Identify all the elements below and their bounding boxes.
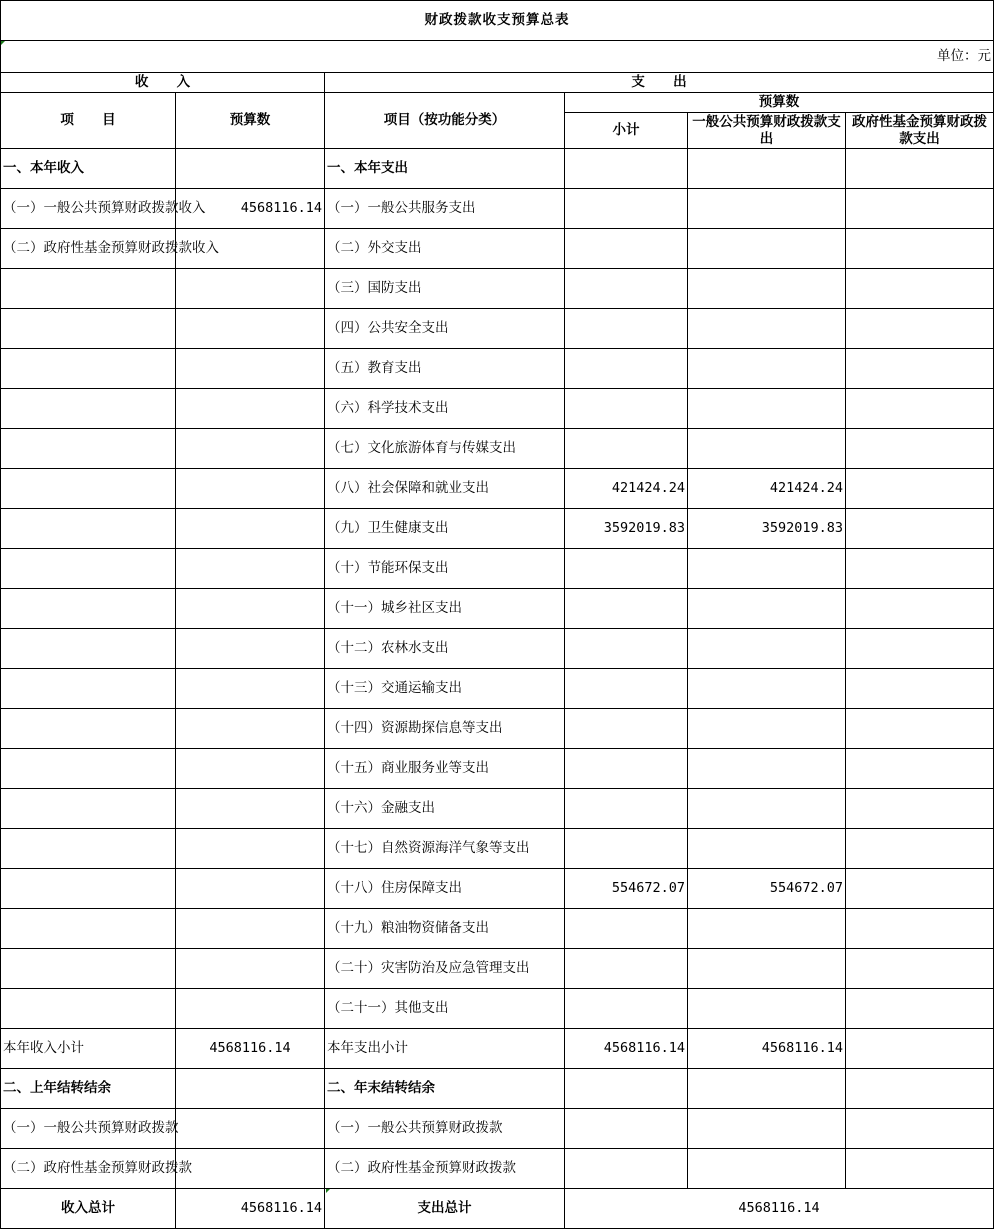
gov-fund-cell bbox=[846, 789, 994, 829]
table-row bbox=[1, 749, 994, 789]
func-item-header: 项目（按功能分类） bbox=[325, 93, 565, 149]
general-public-cell bbox=[688, 389, 846, 429]
expense-item-cell: （五）教育支出 bbox=[325, 349, 565, 389]
table-row bbox=[1, 1109, 994, 1149]
income-budget-cell bbox=[176, 829, 325, 869]
income-budget-cell bbox=[176, 989, 325, 1029]
income-budget-cell bbox=[176, 389, 325, 429]
subtotal-cell bbox=[565, 589, 688, 629]
income-item-cell bbox=[1, 989, 176, 1029]
income-total-label: 收入总计 bbox=[1, 1189, 176, 1229]
gov-fund-cell bbox=[846, 749, 994, 789]
general-public-cell bbox=[688, 349, 846, 389]
gov-fund-cell bbox=[846, 629, 994, 669]
expense-item-cell: （十一）城乡社区支出 bbox=[325, 589, 565, 629]
income-budget-cell bbox=[176, 629, 325, 669]
expense-item-cell: （八）社会保障和就业支出 bbox=[325, 469, 565, 509]
income-item-cell bbox=[1, 789, 176, 829]
subtotal-cell bbox=[565, 1149, 688, 1189]
table-row bbox=[1, 949, 994, 989]
income-item-cell bbox=[1, 349, 176, 389]
general-public-cell: 3592019.83 bbox=[688, 509, 846, 549]
table-row bbox=[1, 869, 994, 909]
income-budget-cell bbox=[176, 309, 325, 349]
income-budget-cell bbox=[176, 1069, 325, 1109]
subtotal-cell bbox=[565, 429, 688, 469]
expense-item-cell: 本年支出小计 bbox=[325, 1029, 565, 1069]
income-item-cell bbox=[1, 549, 176, 589]
general-public-cell bbox=[688, 1109, 846, 1149]
income-budget-cell bbox=[176, 949, 325, 989]
subtotal-cell bbox=[565, 389, 688, 429]
expense-item-cell: （十四）资源勘探信息等支出 bbox=[325, 709, 565, 749]
expense-item-cell: （一）一般公共预算财政拨款 bbox=[325, 1109, 565, 1149]
income-budget-cell bbox=[176, 909, 325, 949]
gov-fund-header: 政府性基金预算财政拨款支出 bbox=[846, 113, 994, 149]
expense-item-cell: （二十一）其他支出 bbox=[325, 989, 565, 1029]
gov-fund-cell bbox=[846, 349, 994, 389]
table-row bbox=[1, 709, 994, 749]
income-item-cell: （一）一般公共预算财政拨款 bbox=[1, 1109, 176, 1149]
expense-item-cell: （二十）灾害防治及应急管理支出 bbox=[325, 949, 565, 989]
gov-fund-cell bbox=[846, 909, 994, 949]
gov-fund-cell bbox=[846, 1029, 994, 1069]
gov-fund-cell bbox=[846, 429, 994, 469]
subtotal-cell bbox=[565, 309, 688, 349]
expense-total-label: 支出总计 bbox=[325, 1189, 565, 1229]
expense-item-cell: （九）卫生健康支出 bbox=[325, 509, 565, 549]
gov-fund-cell bbox=[846, 269, 994, 309]
general-public-cell bbox=[688, 949, 846, 989]
table-row bbox=[1, 789, 994, 829]
general-public-cell bbox=[688, 789, 846, 829]
income-total-value: 4568116.14 bbox=[176, 1189, 325, 1229]
income-budget-cell bbox=[176, 429, 325, 469]
general-public-cell bbox=[688, 229, 846, 269]
subtotal-cell: 3592019.83 bbox=[565, 509, 688, 549]
expense-item-cell: （十七）自然资源海洋气象等支出 bbox=[325, 829, 565, 869]
income-item-cell: 一、本年收入 bbox=[1, 149, 176, 189]
expense-total-value: 4568116.14 bbox=[565, 1189, 994, 1229]
expense-item-cell: （十）节能环保支出 bbox=[325, 549, 565, 589]
income-item-cell bbox=[1, 709, 176, 749]
table-row bbox=[1, 669, 994, 709]
subtotal-cell bbox=[565, 789, 688, 829]
gov-fund-cell bbox=[846, 589, 994, 629]
income-item-cell bbox=[1, 909, 176, 949]
income-budget-cell bbox=[176, 509, 325, 549]
expense-item-cell: （十五）商业服务业等支出 bbox=[325, 749, 565, 789]
income-item-cell: 本年收入小计 bbox=[1, 1029, 176, 1069]
income-item-cell: （一）一般公共预算财政拨款收入 bbox=[1, 189, 176, 229]
expense-item-cell: （十三）交通运输支出 bbox=[325, 669, 565, 709]
gov-fund-cell bbox=[846, 1109, 994, 1149]
gov-fund-cell bbox=[846, 549, 994, 589]
subtotal-cell bbox=[565, 669, 688, 709]
gov-fund-cell bbox=[846, 509, 994, 549]
income-item-cell bbox=[1, 589, 176, 629]
general-public-cell bbox=[688, 1069, 846, 1109]
income-item-cell bbox=[1, 269, 176, 309]
expense-header: 支 出 bbox=[325, 73, 994, 93]
expense-item-cell: （二）政府性基金预算财政拨款 bbox=[325, 1149, 565, 1189]
general-public-cell bbox=[688, 429, 846, 469]
income-item-cell bbox=[1, 869, 176, 909]
income-item-cell: （二）政府性基金预算财政拨款收入 bbox=[1, 229, 176, 269]
income-budget-cell bbox=[176, 549, 325, 589]
subtotal-cell bbox=[565, 229, 688, 269]
income-budget-cell bbox=[176, 349, 325, 389]
table-row bbox=[1, 829, 994, 869]
gov-fund-cell bbox=[846, 229, 994, 269]
subtotal-cell: 4568116.14 bbox=[565, 1029, 688, 1069]
table-row bbox=[1, 149, 994, 189]
cell-comment-marker bbox=[1, 41, 5, 45]
gov-fund-cell bbox=[846, 189, 994, 229]
income-item-cell: 二、上年结转结余 bbox=[1, 1069, 176, 1109]
table-row bbox=[1, 1029, 994, 1069]
table-row bbox=[1, 469, 994, 509]
total-row bbox=[1, 1189, 994, 1229]
expense-item-cell: （十六）金融支出 bbox=[325, 789, 565, 829]
budget-header: 预算数 bbox=[176, 93, 325, 149]
general-public-cell bbox=[688, 189, 846, 229]
income-budget-cell bbox=[176, 749, 325, 789]
gov-fund-cell bbox=[846, 469, 994, 509]
general-public-cell bbox=[688, 589, 846, 629]
income-budget-cell bbox=[176, 709, 325, 749]
general-public-cell bbox=[688, 909, 846, 949]
income-budget-cell bbox=[176, 1109, 325, 1149]
gov-fund-cell bbox=[846, 1069, 994, 1109]
income-budget-cell bbox=[176, 149, 325, 189]
subtotal-cell bbox=[565, 149, 688, 189]
general-public-cell: 421424.24 bbox=[688, 469, 846, 509]
table-row bbox=[1, 389, 994, 429]
income-budget-cell bbox=[176, 469, 325, 509]
unit-label: 单位：元 bbox=[1, 41, 994, 73]
income-item-cell bbox=[1, 949, 176, 989]
gov-fund-cell bbox=[846, 949, 994, 989]
subtotal-cell: 421424.24 bbox=[565, 469, 688, 509]
income-budget-cell: 4568116.14 bbox=[176, 1029, 325, 1069]
subtotal-cell bbox=[565, 189, 688, 229]
table-row bbox=[1, 549, 994, 589]
table-row bbox=[1, 229, 994, 269]
subtotal-cell bbox=[565, 989, 688, 1029]
general-public-cell bbox=[688, 269, 846, 309]
general-public-cell bbox=[688, 749, 846, 789]
general-public-header: 一般公共预算财政拨款支出 bbox=[688, 113, 846, 149]
income-budget-cell: 4568116.14 bbox=[176, 189, 325, 229]
income-item-cell bbox=[1, 469, 176, 509]
expense-item-cell: 二、年末结转结余 bbox=[325, 1069, 565, 1109]
item-header: 项 目 bbox=[1, 93, 176, 149]
general-public-cell bbox=[688, 989, 846, 1029]
gov-fund-cell bbox=[846, 389, 994, 429]
gov-fund-cell bbox=[846, 709, 994, 749]
table-row bbox=[1, 189, 994, 229]
general-public-cell bbox=[688, 309, 846, 349]
subtotal-cell bbox=[565, 829, 688, 869]
income-header: 收 入 bbox=[1, 73, 325, 93]
income-budget-cell bbox=[176, 589, 325, 629]
expense-item-cell: （十八）住房保障支出 bbox=[325, 869, 565, 909]
general-public-cell: 554672.07 bbox=[688, 869, 846, 909]
income-budget-cell bbox=[176, 789, 325, 829]
income-item-cell bbox=[1, 389, 176, 429]
expense-item-cell: （四）公共安全支出 bbox=[325, 309, 565, 349]
subtotal-header: 小计 bbox=[565, 113, 688, 149]
budget-group-header: 预算数 bbox=[565, 93, 994, 113]
gov-fund-cell bbox=[846, 309, 994, 349]
table-row bbox=[1, 509, 994, 549]
gov-fund-cell bbox=[846, 669, 994, 709]
subtotal-cell bbox=[565, 749, 688, 789]
subtotal-cell bbox=[565, 709, 688, 749]
income-item-cell bbox=[1, 829, 176, 869]
expense-item-cell: （一）一般公共服务支出 bbox=[325, 189, 565, 229]
gov-fund-cell bbox=[846, 1149, 994, 1189]
expense-item-cell: （十二）农林水支出 bbox=[325, 629, 565, 669]
general-public-cell bbox=[688, 1149, 846, 1189]
general-public-cell bbox=[688, 669, 846, 709]
cell-comment-marker bbox=[326, 1189, 330, 1193]
income-budget-cell bbox=[176, 269, 325, 309]
table-row bbox=[1, 429, 994, 469]
general-public-cell bbox=[688, 549, 846, 589]
table-row bbox=[1, 309, 994, 349]
expense-item-cell: （二）外交支出 bbox=[325, 229, 565, 269]
income-budget-cell bbox=[176, 869, 325, 909]
table-row bbox=[1, 989, 994, 1029]
income-item-cell bbox=[1, 309, 176, 349]
gov-fund-cell bbox=[846, 149, 994, 189]
general-public-cell bbox=[688, 829, 846, 869]
expense-item-cell: （六）科学技术支出 bbox=[325, 389, 565, 429]
table-row bbox=[1, 589, 994, 629]
income-item-cell: （二）政府性基金预算财政拨款 bbox=[1, 1149, 176, 1189]
general-public-cell bbox=[688, 629, 846, 669]
subtotal-cell bbox=[565, 909, 688, 949]
table-title: 财政拨款收支预算总表 bbox=[1, 1, 994, 41]
subtotal-cell bbox=[565, 349, 688, 389]
income-item-cell bbox=[1, 669, 176, 709]
table-row bbox=[1, 629, 994, 669]
table-row bbox=[1, 1069, 994, 1109]
income-item-cell bbox=[1, 749, 176, 789]
subtotal-cell bbox=[565, 549, 688, 589]
subtotal-cell bbox=[565, 629, 688, 669]
gov-fund-cell bbox=[846, 829, 994, 869]
table-row bbox=[1, 1149, 994, 1189]
gov-fund-cell bbox=[846, 989, 994, 1029]
general-public-cell bbox=[688, 709, 846, 749]
table-row bbox=[1, 909, 994, 949]
expense-item-cell: （七）文化旅游体育与传媒支出 bbox=[325, 429, 565, 469]
expense-item-cell: 一、本年支出 bbox=[325, 149, 565, 189]
table-row bbox=[1, 269, 994, 309]
subtotal-cell bbox=[565, 1109, 688, 1149]
gov-fund-cell bbox=[846, 869, 994, 909]
general-public-cell: 4568116.14 bbox=[688, 1029, 846, 1069]
subtotal-cell bbox=[565, 949, 688, 989]
table-row bbox=[1, 349, 994, 389]
subtotal-cell: 554672.07 bbox=[565, 869, 688, 909]
income-item-cell bbox=[1, 509, 176, 549]
expense-item-cell: （三）国防支出 bbox=[325, 269, 565, 309]
expense-item-cell: （十九）粮油物资储备支出 bbox=[325, 909, 565, 949]
income-budget-cell bbox=[176, 669, 325, 709]
general-public-cell bbox=[688, 149, 846, 189]
subtotal-cell bbox=[565, 1069, 688, 1109]
income-item-cell bbox=[1, 429, 176, 469]
subtotal-cell bbox=[565, 269, 688, 309]
income-budget-cell bbox=[176, 1149, 325, 1189]
income-item-cell bbox=[1, 629, 176, 669]
